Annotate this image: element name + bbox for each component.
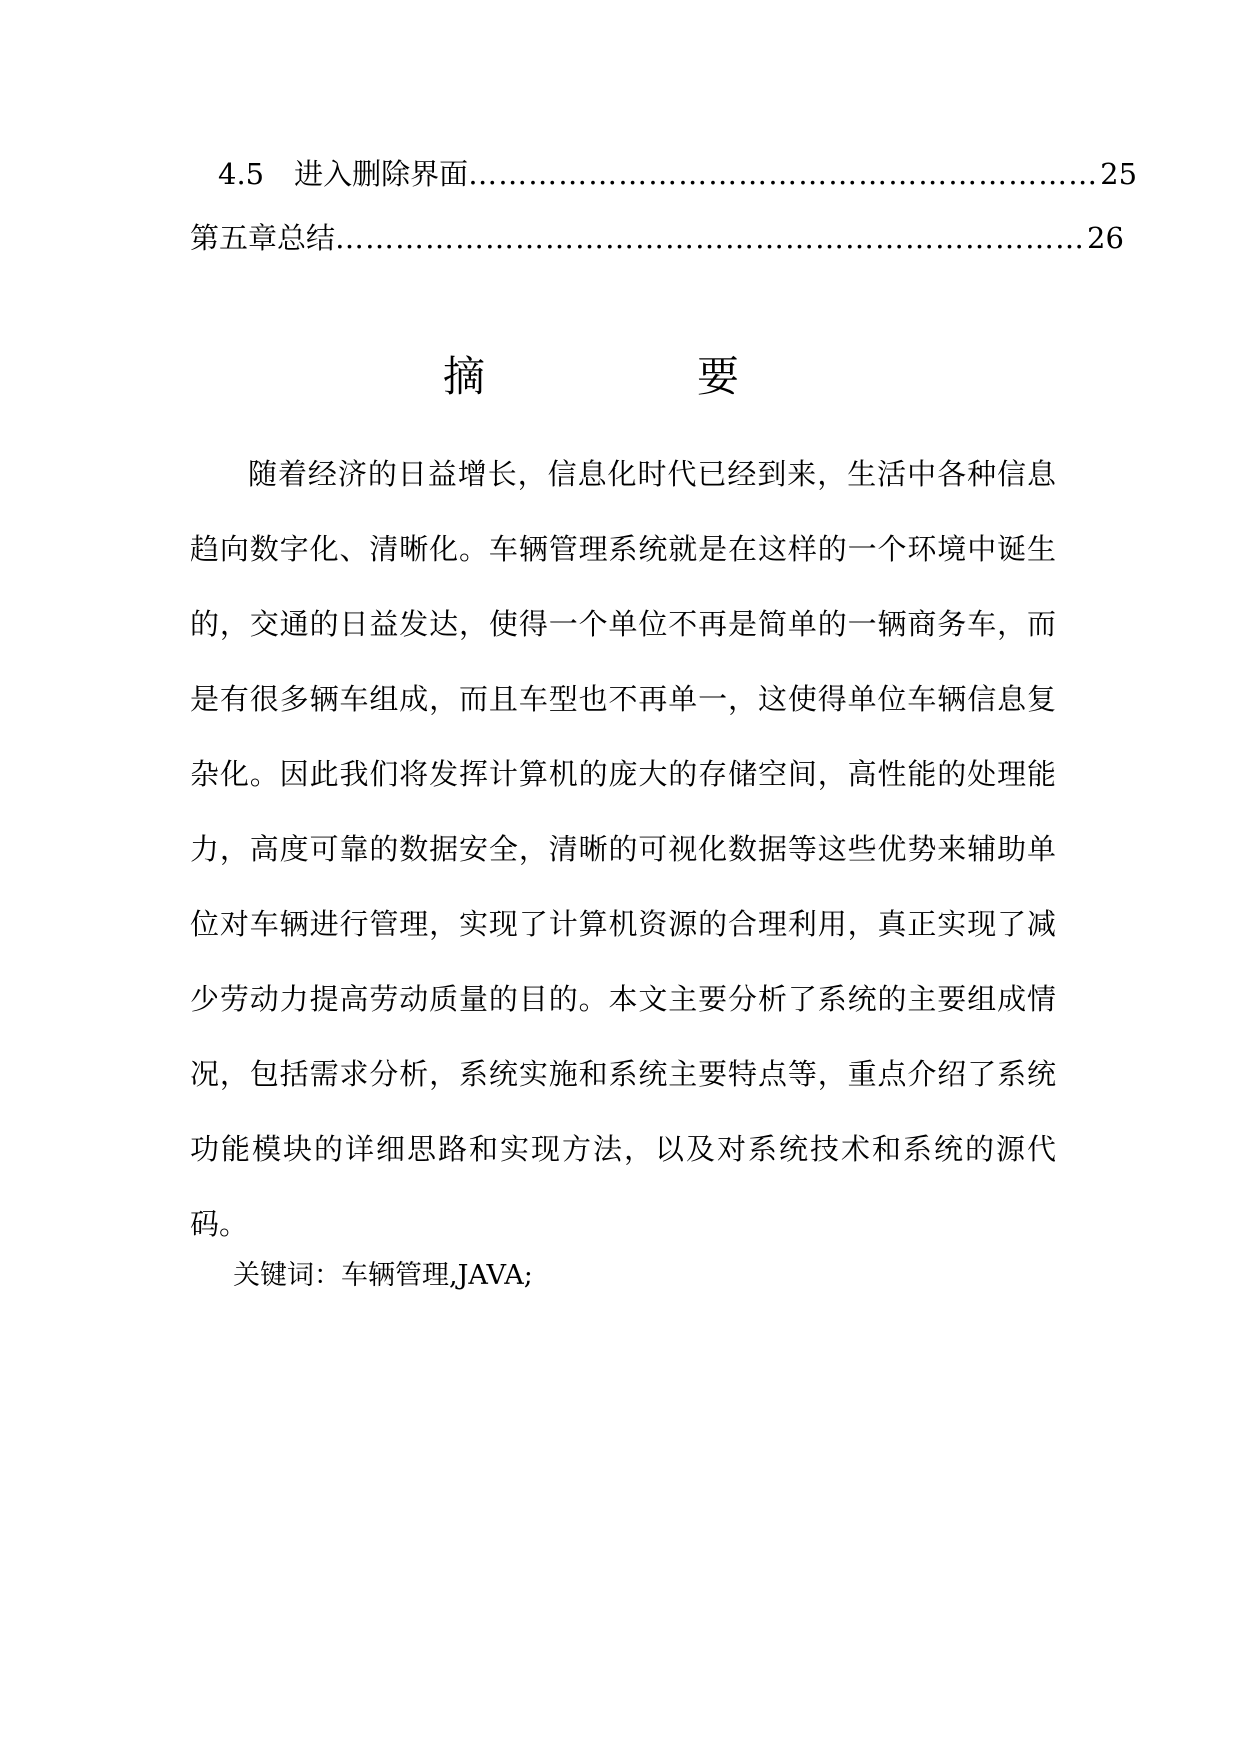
toc-entry-page: 26 [1087, 221, 1124, 255]
toc-entry-page: 25 [1100, 157, 1138, 191]
toc-entry-title: 进入删除界面 [294, 157, 469, 191]
toc-entry-4-5 [218, 152, 1138, 193]
toc-entry-number: 4.5 [218, 157, 265, 191]
keywords-line: 关键词：车辆管理,JAVA; [233, 1260, 533, 1291]
toc-leader-dots: ………………………………………………………………… [335, 221, 1086, 255]
abstract-heading-char-1: 摘 [443, 352, 486, 401]
abstract-body: 随着经济的日益增长，信息化时代已经到来，生活中各种信息趋向数字化、清晰化。车辆管理系统就是在这样的一个环境中诞生的，交通的日益发达，使得一个单位不再是简单的一辆商务车，而是有很多辆车组成，而且车型也不再单一，这使得单位车辆信息复杂化。因此我们将发挥计算机的庞大的存储空间，高性能的处理能力，高度可靠的数据安全，清晰的可视化数据等这些优势来辅助单位对车辆进行管理，实现了计算机资源的合理利用，真正实现了减少劳动力提高劳动质量的目的。本文主要分析了系统的主要组成情况，包括需求分析，系统实施和系统主要特点等，重点介绍了系统功能模块的详细思路和实现方法，以及对系统技术和系统的源代码。 [190, 457, 1056, 1241]
abstract-heading-char-2: 要 [697, 352, 740, 401]
toc-entry-number: 第五章 [190, 221, 278, 255]
toc-leader-dots: ……………………………………………………… [468, 157, 1099, 191]
toc-entry-title: 总结 [277, 221, 336, 255]
toc-entry-chapter-5 [190, 216, 1124, 257]
